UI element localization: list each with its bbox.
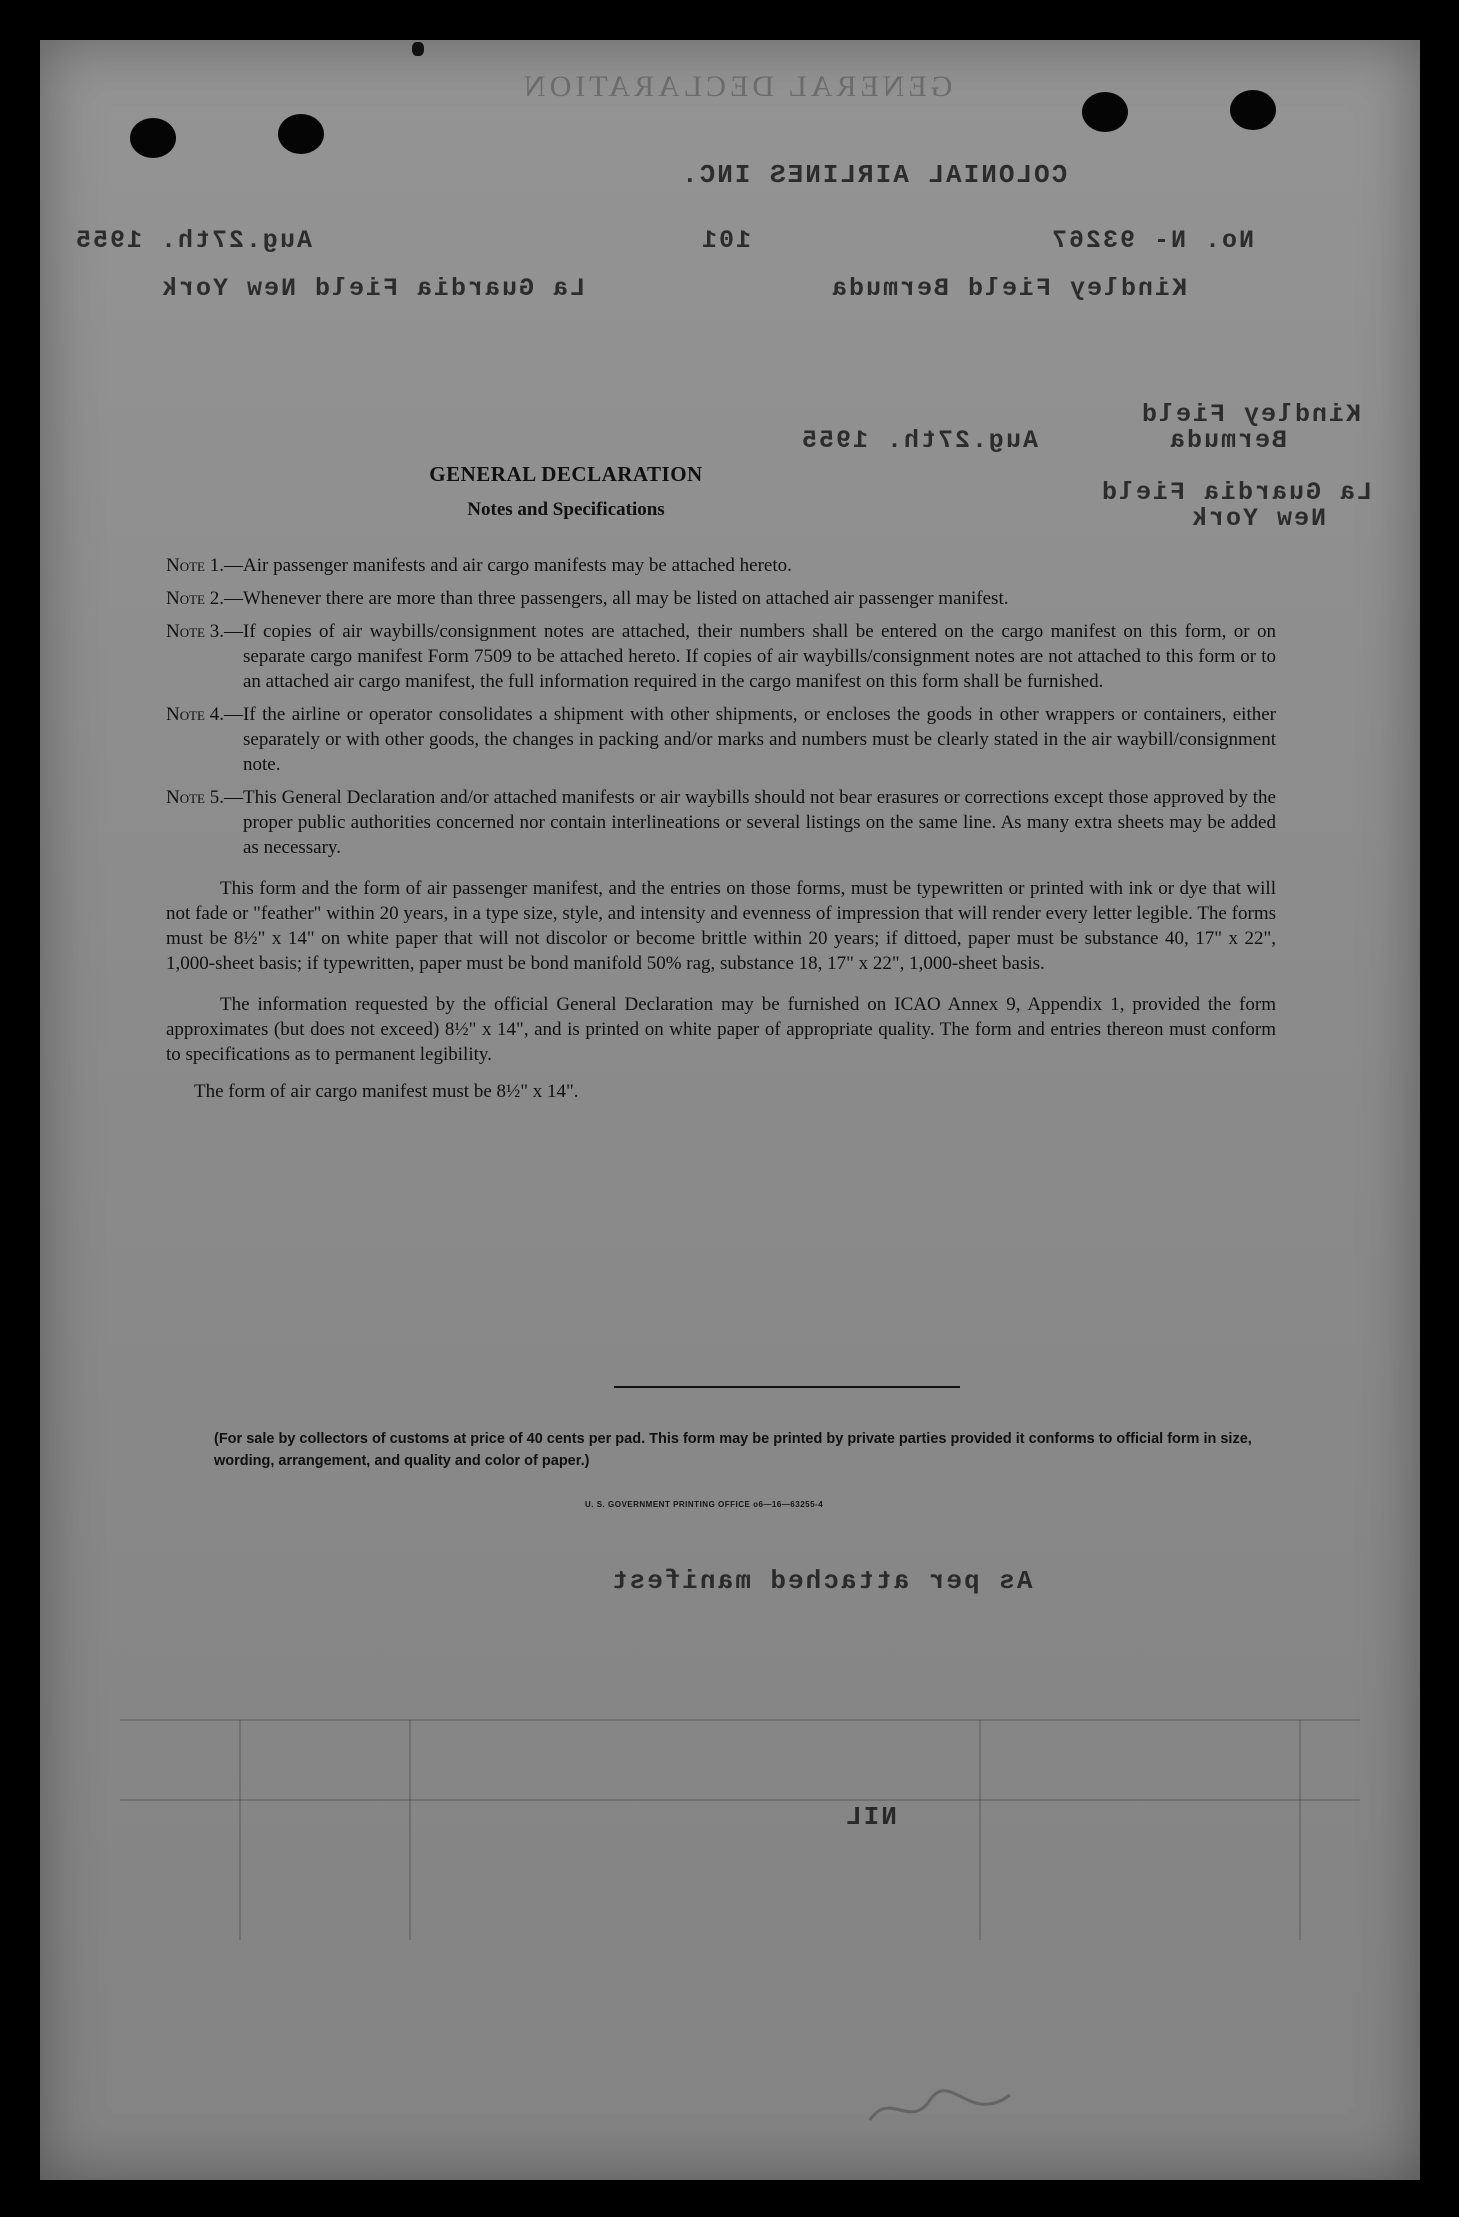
ink-speck [412, 42, 424, 56]
reverse-date-top: Aug.27th. 1955 [74, 226, 313, 255]
note-text: This General Declaration and/or attached manifests or air waybills should not bear erasures or corrections except those approved by the proper public authorities concerned nor contain interlineations or several listings on the same line. As many extra sheets may be added as necessary. [243, 787, 1276, 858]
reverse-airline: COLONIAL AIRLINES INC. [680, 160, 1068, 190]
page-subtitle: Notes and Specifications [467, 499, 665, 520]
reverse-departure-place-2: Bermuda [1168, 426, 1288, 455]
sale-notice: (For sale by collectors of customs at price of 40 cents per pad. This form may be printed by private parties provided it conforms to official form in size, wording, arrangement, and quality and color of paper.) [214, 1431, 1252, 1469]
document-sheet [40, 40, 1420, 2180]
icao-paragraph: The information requested by the official General Declaration may be furnished on ICAO Annex 9, Appendix 1, provided the form approximates (but does not exceed) 8½" x 14", and is printed on white paper of appropriate quality. The form and entries thereon must conform to specifications as to permanent legibility. [166, 994, 1276, 1065]
note-text: Air passenger manifests and air cargo manifests may be attached hereto. [243, 555, 792, 576]
note-2 [166, 586, 1276, 611]
note-1 [166, 553, 1276, 578]
note-label: Note 1.— [166, 555, 243, 576]
reverse-flight: 101 [700, 226, 752, 255]
reverse-departure-place: Kindley Field [1140, 400, 1362, 429]
reverse-signature [860, 2080, 1020, 2140]
specifications-block [166, 462, 1276, 1104]
note-label: Note 4.— [166, 704, 243, 725]
note-label: Note 3.— [166, 621, 243, 642]
note-label: Note 5.— [166, 787, 243, 808]
reverse-registration: No. N- 93267 [1050, 226, 1255, 255]
cargo-size-paragraph: The form of air cargo manifest must be 8½" x 14". [194, 1081, 579, 1102]
printing-office-imprint: U. S. GOVERNMENT PRINTING OFFICE o6—16—63255-4 [585, 1500, 824, 1509]
note-text: If copies of air waybills/consignment notes are attached, their numbers shall be entered on the cargo manifest on this form, or on separate cargo manifest Form 7509 to be attached hereto. If copies of air waybills/consignment notes are not attached to this form or to an attached air cargo manifest, the full information required in the cargo manifest on this form shall be furnished. [243, 621, 1276, 692]
note-text: If the airline or operator consolidates a shipment with other shipments, or encloses the goods in other wrappers or containers, either separately or with other goods, the changes in packing and/or marks and numbers must be clearly stated in the air waybill/consignment note. [243, 704, 1276, 775]
note-text: Whenever there are more than three passengers, all may be listed on attached air passenger manifest. [243, 588, 1009, 609]
reverse-route-to: La Guardia Field New York [160, 274, 586, 303]
reverse-table-lines [120, 1680, 1360, 1940]
note-label: Note 2.— [166, 588, 243, 609]
reverse-date-mid: Aug.27th. 1955 [800, 426, 1039, 455]
reverse-route-from: Kindley Field Bermuda [830, 274, 1188, 303]
note-3 [166, 619, 1276, 694]
punch-hole [278, 114, 324, 154]
note-4 [166, 702, 1276, 777]
reverse-arrival-place: La Guardia Field [1100, 478, 1373, 507]
reverse-manifest-note: As per attached manifest [610, 1566, 1033, 1596]
legibility-paragraph: This form and the form of air passenger manifest, and the entries on those forms, must be typewritten or printed with ink or dye that will not fade or "feather" within 20 years, in a type size, style, and intensity and evenness of impression that will render every letter legible. The forms must be 8½" x 14" on white paper that will not discolor or become brittle within 20 years; if dittoed, paper must be substance 40, 17" x 22", 1,000-sheet basis; if typewritten, paper must be bond manifold 50% rag, substance 18, 17" x 22", 1,000-sheet basis. [166, 878, 1276, 974]
note-5 [166, 785, 1276, 860]
divider-rule [614, 1386, 960, 1388]
punch-hole [1082, 92, 1128, 132]
reverse-arrival-place-2: New York [1190, 504, 1327, 533]
punch-hole [130, 118, 176, 158]
punch-hole [1230, 90, 1276, 130]
reverse-heading: GENERAL DECLARATION [520, 70, 953, 103]
reverse-cargo-nil: NIL [844, 1802, 897, 1832]
page-title: GENERAL DECLARATION [429, 462, 703, 486]
